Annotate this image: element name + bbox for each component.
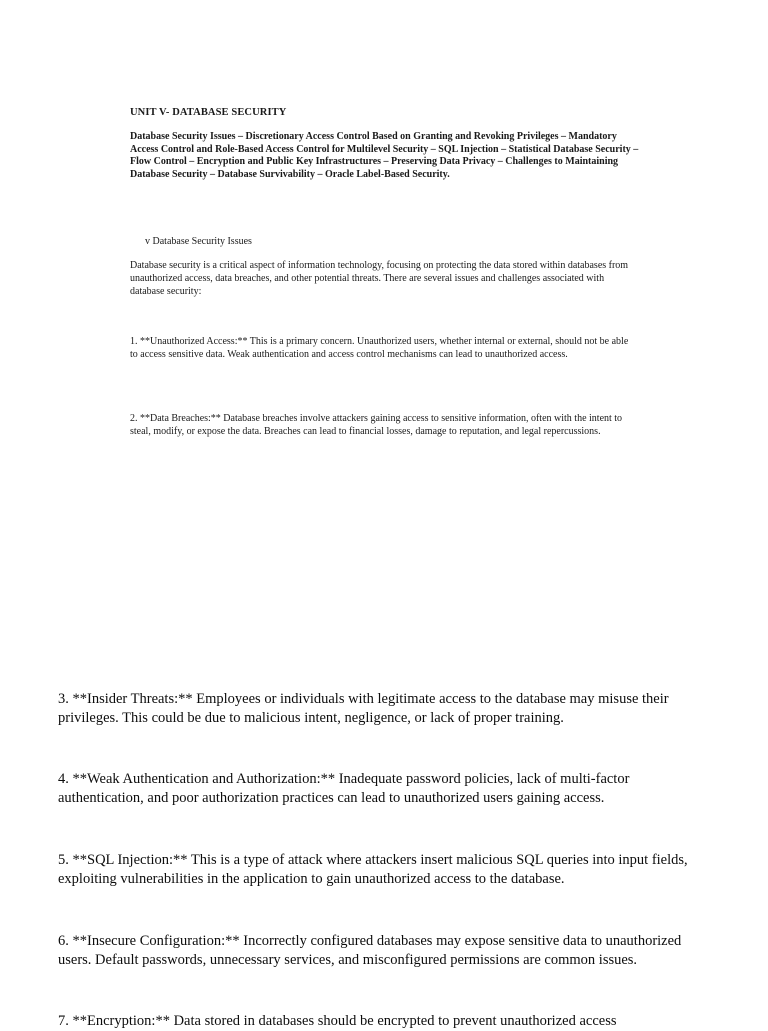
list-item-insider-threats: 3. **Insider Threats:** Employees or individuals with legitimate access to the database may misuse their privileges. This could be due to malicious intent, negligence, or lack of proper training.: [58, 691, 669, 727]
list-item-insecure-configuration: 6. **Insecure Configuration:** Incorrectly configured databases may expose sensitive data to unauthorized users. Default passwords, unnecessary services, and misconfigured permissions are common issues.: [58, 933, 682, 969]
section-heading: v Database Security Issues: [145, 236, 252, 247]
intro-paragraph: Database security is a critical aspect of information technology, focusing on protecting the data stored within databases from unauthorized access, data breaches, and other potential threats. There are several issues and challenges associated with database security:: [130, 260, 629, 297]
unit-title: UNIT V- DATABASE SECURITY: [130, 107, 287, 118]
list-item-sql-injection: 5. **SQL Injection:** This is a type of attack where attackers insert malicious SQL queries into input fields, exploiting vulnerabilities in the application to gain unauthorized access to the database.: [58, 852, 688, 888]
list-item-encryption: 7. **Encryption:** Data stored in databases should be encrypted to prevent unauthorized access: [58, 1013, 617, 1029]
list-item-data-breaches: 2. **Data Breaches:** Database breaches involve attackers gaining access to sensitive information, often with the intent to steal, modify, or expose the data. Breaches can lead to financial losses, damage to reputation, and legal repercussions.: [130, 413, 623, 438]
list-item-unauthorized-access: 1. **Unauthorized Access:** This is a primary concern. Unauthorized users, whether internal or external, should not be able to access sensitive data. Weak authentication and access control mechanisms can lead to unauthorized access.: [130, 336, 629, 361]
list-item-weak-authentication: 4. **Weak Authentication and Authorization:** Inadequate password policies, lack of multi-factor authentication, and poor authorization practices can lead to unauthorized users gaining access.: [58, 771, 630, 807]
topics-paragraph: Database Security Issues – Discretionary Access Control Based on Granting and Revoking Privileges – Mandatory Access Control and Role-Based Access Control for Multilevel Security – SQL Injection – Statistical Database Security – Flow Control – Encryption and Public Key Infrastructures – Preserving Data Privacy – Challenges to Maintaining Database Security – Database Survivability – Oracle Label-Based Security.: [130, 131, 639, 181]
